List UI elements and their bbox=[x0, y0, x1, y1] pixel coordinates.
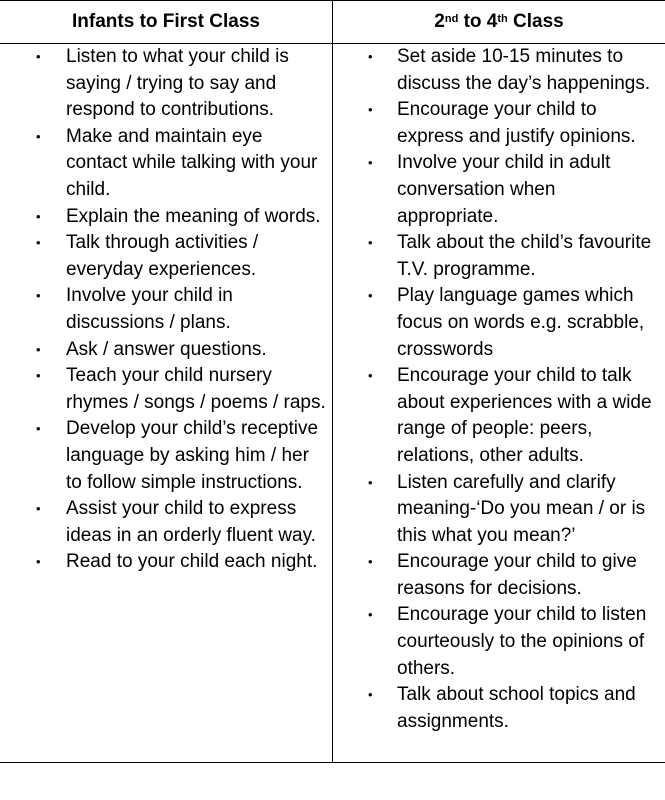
infants-tips-list bbox=[0, 44, 332, 576]
list-item bbox=[333, 44, 665, 97]
bullet-icon: • bbox=[36, 501, 41, 517]
bullet-icon: • bbox=[36, 235, 41, 251]
list-item-text: Make and maintain eye contact while talking with your child. bbox=[66, 125, 318, 200]
header-left-text: Infants to First Class bbox=[72, 11, 260, 32]
header-right-class: Class bbox=[507, 11, 564, 32]
list-item-text: Develop your child’s receptive language by asking him / her to follow simple instructions. bbox=[66, 418, 319, 493]
list-item bbox=[333, 470, 665, 550]
list-item-text: Encourage your child to talk about experiences with a wide range of people: peers, relations, other adults. bbox=[397, 365, 652, 466]
list-item bbox=[0, 230, 332, 283]
list-item bbox=[0, 496, 332, 549]
bullet-icon: • bbox=[368, 49, 373, 64]
bullet-icon: • bbox=[368, 687, 373, 703]
list-item bbox=[0, 44, 332, 124]
list-item-text: Talk about school topics and assignments. bbox=[397, 684, 636, 732]
bullet-icon: • bbox=[36, 49, 41, 64]
list-item-text: Encourage your child to listen courteously to the opinions of others. bbox=[397, 604, 647, 679]
list-item-text: Encourage your child to give reasons for decisions. bbox=[397, 551, 637, 599]
list-item bbox=[333, 150, 665, 230]
bullet-icon: • bbox=[368, 102, 373, 118]
list-item-text: Involve your child in discussions / plans. bbox=[66, 285, 233, 333]
list-item bbox=[333, 283, 665, 363]
bullet-icon: • bbox=[36, 208, 41, 224]
list-item bbox=[333, 602, 665, 682]
bullet-icon: • bbox=[36, 554, 41, 570]
list-item-text: Encourage your child to express and justify opinions. bbox=[397, 99, 636, 147]
header-second-to-fourth-class: 2 $^{nd}$ to 4 $^{th}$ Class bbox=[434, 11, 564, 32]
bullet-icon: • bbox=[36, 368, 41, 384]
bullet-icon: • bbox=[368, 554, 373, 570]
list-item-text: Read to your child each night. bbox=[66, 551, 318, 573]
list-item bbox=[0, 549, 332, 576]
list-item bbox=[0, 416, 332, 496]
list-item bbox=[333, 230, 665, 283]
bullet-icon: • bbox=[36, 128, 41, 144]
bullet-icon: • bbox=[368, 155, 373, 171]
bullet-icon: • bbox=[368, 288, 373, 304]
list-item bbox=[333, 97, 665, 150]
list-item bbox=[333, 682, 665, 735]
header-right-to: to 4 bbox=[458, 11, 498, 32]
list-item-text: Talk about the child’s favourite T.V. programme. bbox=[397, 232, 652, 280]
list-item-text: Play language games which focus on words e.g. scrabble, crosswords bbox=[397, 285, 645, 360]
list-item bbox=[0, 124, 332, 204]
list-item-text: Involve your child in adult conversation when appropriate. bbox=[397, 152, 611, 227]
list-item-text: Set aside 10-15 minutes to discuss the day’s happenings. bbox=[397, 46, 651, 94]
list-item bbox=[333, 363, 665, 469]
bullet-icon: • bbox=[368, 474, 373, 490]
list-item bbox=[0, 204, 332, 231]
upper-class-tips-list bbox=[333, 44, 665, 735]
bullet-icon: • bbox=[368, 368, 373, 384]
list-item bbox=[0, 363, 332, 416]
header-infants-to-first-class bbox=[0, 1, 332, 43]
list-item-text: Talk through activities / everyday experiences. bbox=[66, 232, 259, 280]
bullet-icon: • bbox=[36, 341, 41, 357]
bullet-icon: • bbox=[36, 288, 41, 304]
list-item bbox=[0, 283, 332, 336]
bullet-icon: • bbox=[36, 421, 41, 437]
list-item bbox=[333, 549, 665, 602]
list-item bbox=[0, 337, 332, 364]
header-right-num1: 2 bbox=[434, 11, 445, 32]
list-item-text: Assist your child to express ideas in an orderly fluent way. bbox=[66, 498, 316, 546]
list-item-text: Teach your child nursery rhymes / songs / poems / raps. bbox=[66, 365, 326, 413]
list-item-text: Listen carefully and clarify meaning-‘Do you mean / or is this what you mean?’ bbox=[397, 471, 646, 546]
bullet-icon: • bbox=[368, 235, 373, 251]
list-item-text: Explain the meaning of words. bbox=[66, 205, 321, 227]
bullet-icon: • bbox=[368, 607, 373, 623]
list-item-text: Listen to what your child is saying / trying to say and respond to contributions. bbox=[66, 46, 289, 121]
list-item-text: Ask / answer questions. bbox=[66, 338, 267, 360]
